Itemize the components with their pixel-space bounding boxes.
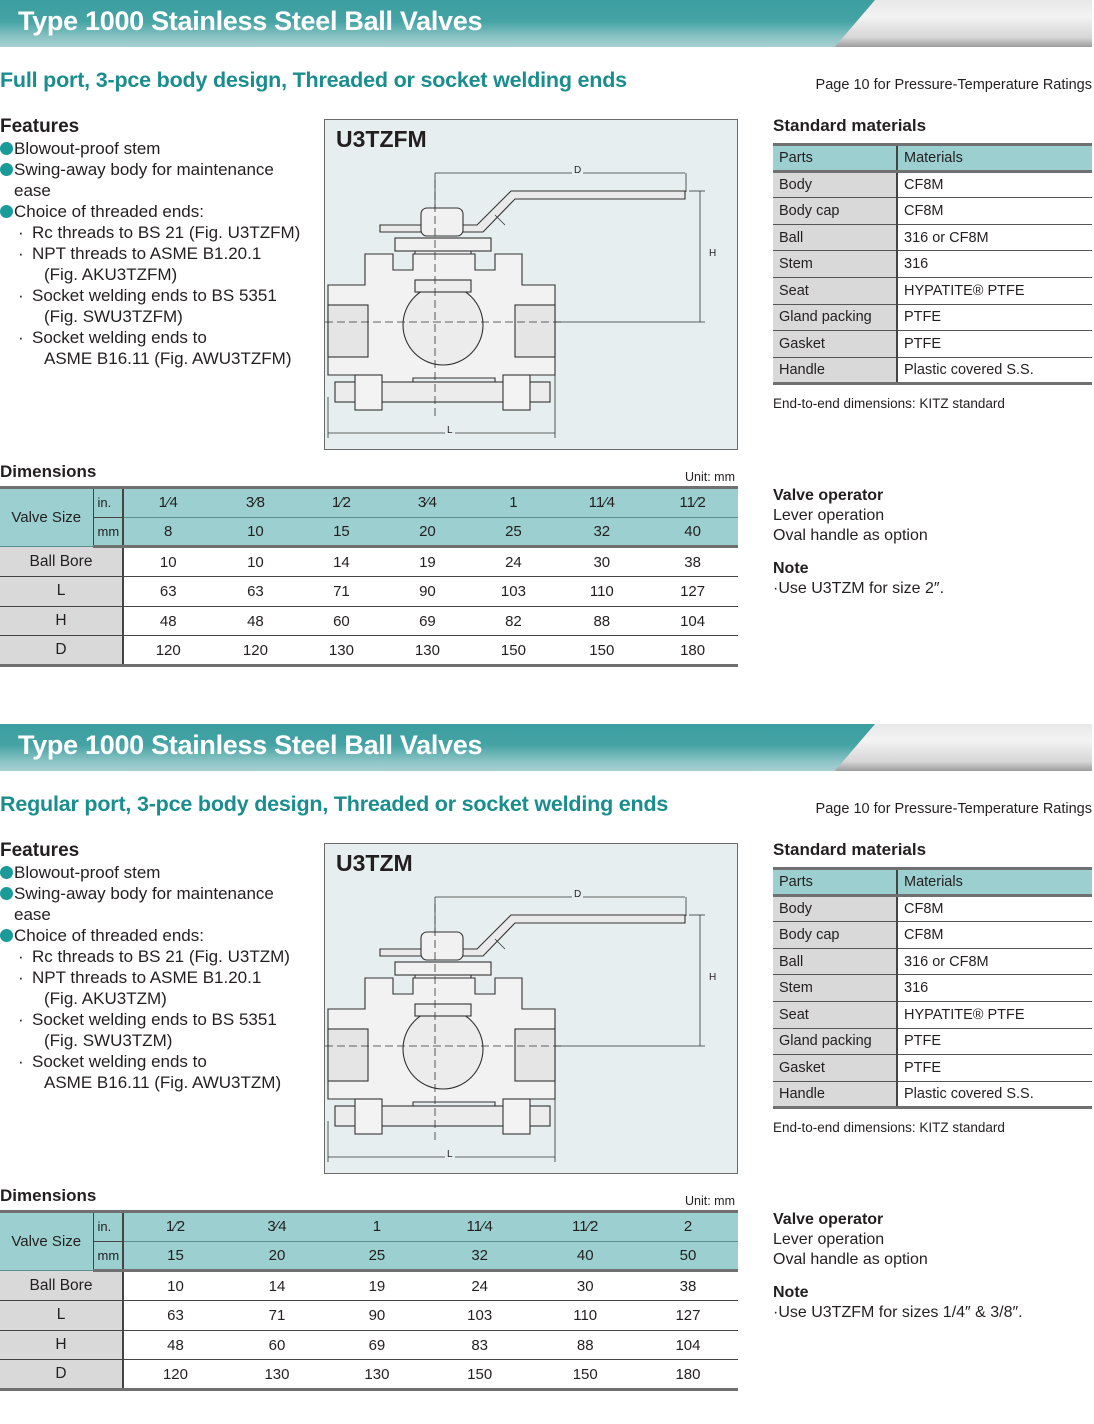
dimension-value: 14	[227, 1271, 327, 1301]
material-value: PTFE	[897, 304, 1092, 331]
material-value: 316 or CF8M	[897, 948, 1092, 975]
inch-unit-label: in.	[93, 1212, 123, 1242]
bullet-small-icon: ·	[18, 1052, 24, 1071]
part-name: Gland packing	[773, 1028, 897, 1055]
dimension-label-l: L	[447, 1149, 453, 1160]
dimension-value: 69	[384, 606, 470, 636]
size-inch: 1	[470, 488, 556, 518]
dimension-value: 130	[298, 636, 384, 666]
section-regular-port	[0, 724, 1094, 1424]
part-name: Handle	[773, 1081, 897, 1108]
material-value: CF8M	[897, 198, 1092, 225]
unit-label: Unit: mm	[685, 470, 735, 484]
page-reference-link[interactable]: Page 10 for Pressure-Temperature Ratings	[815, 77, 1092, 93]
header-parts: Parts	[773, 869, 897, 896]
operator-line: Oval handle as option	[773, 1251, 928, 1268]
size-inch: 11⁄2	[532, 1212, 638, 1242]
part-name: Gasket	[773, 1055, 897, 1082]
mm-unit-label: mm	[93, 1241, 123, 1271]
dimension-row	[0, 606, 738, 636]
part-name: Seat	[773, 277, 897, 304]
dimension-value: 69	[327, 1330, 427, 1360]
standard-materials	[773, 840, 1092, 1135]
valve-operator-block	[773, 486, 1093, 599]
materials-row	[773, 1055, 1092, 1082]
model-number: U3TZM	[336, 850, 413, 876]
dimension-value: 104	[647, 606, 738, 636]
dimensions-title: Dimensions	[0, 1186, 97, 1205]
materials-row	[773, 948, 1092, 975]
dimension-row	[0, 1360, 738, 1390]
material-value: HYPATITE® PTFE	[897, 277, 1092, 304]
section-banner	[0, 0, 1092, 47]
size-mm: 20	[384, 517, 470, 547]
dimension-value: 127	[638, 1301, 738, 1331]
mm-unit-label: mm	[93, 517, 123, 547]
operator-line: Lever operation	[773, 1231, 885, 1248]
size-mm: 25	[470, 517, 556, 547]
dimension-value: 19	[327, 1271, 427, 1301]
size-mm: 20	[227, 1241, 327, 1271]
materials-row	[773, 1081, 1092, 1108]
dimension-value: 88	[532, 1330, 638, 1360]
dimension-value: 71	[298, 577, 384, 607]
note-block	[773, 559, 1093, 599]
materials-row	[773, 975, 1092, 1002]
feature-item: Choice of threaded ends:	[0, 201, 320, 222]
feature-sub-item-continued: (Fig. AKU3TZM)	[44, 989, 167, 1008]
dimension-row	[0, 636, 738, 666]
feature-sub-item: · Socket welding ends to	[18, 328, 207, 347]
bullet-small-icon: ·	[18, 244, 24, 263]
valve-diagram	[324, 119, 738, 450]
feature-item: Blowout-proof stem	[0, 862, 320, 883]
bullet-small-icon: ·	[18, 223, 24, 242]
dimension-value: 83	[427, 1330, 533, 1360]
dimensions-table	[0, 1210, 738, 1391]
model-number: U3TZFM	[336, 126, 427, 152]
feature-sub-item: · Rc threads to BS 21 (Fig. U3TZM)	[18, 947, 290, 966]
size-mm: 8	[123, 517, 212, 547]
note-title: Note	[773, 1284, 809, 1301]
dimension-value: 48	[123, 1330, 227, 1360]
dimension-value: 60	[227, 1330, 327, 1360]
note-text: ·Use U3TZFM for sizes 1/4″ & 3/8″.	[773, 1304, 1023, 1321]
bullet-small-icon: ·	[18, 286, 24, 305]
dimension-label: D	[0, 636, 123, 666]
dimensions-title: Dimensions	[0, 462, 97, 481]
material-value: 316	[897, 251, 1092, 278]
size-mm: 15	[298, 517, 384, 547]
size-mm: 25	[327, 1241, 427, 1271]
page-reference-link[interactable]: Page 10 for Pressure-Temperature Ratings	[815, 801, 1092, 817]
material-value: 316	[897, 975, 1092, 1002]
dimension-value: 110	[556, 577, 647, 607]
part-name: Ball	[773, 948, 897, 975]
dimension-value: 10	[123, 1271, 227, 1301]
operator-line: Oval handle as option	[773, 527, 928, 544]
banner-title: Type 1000 Stainless Steel Ball Valves	[18, 730, 483, 760]
dimension-value: 19	[384, 547, 470, 577]
dimension-label: D	[0, 1360, 123, 1390]
bullet-small-icon: ·	[18, 968, 24, 987]
part-name: Body	[773, 895, 897, 922]
feature-item: Swing-away body for maintenance	[0, 883, 320, 904]
valve-diagram	[324, 843, 738, 1174]
feature-sub-item-continued: (Fig. SWU3TZM)	[44, 1031, 173, 1050]
operator-title: Valve operator	[773, 487, 884, 504]
dimension-label: H	[0, 1330, 123, 1360]
bullet-small-icon: ·	[18, 947, 24, 966]
features-title: Features	[0, 840, 80, 861]
feature-item: Choice of threaded ends:	[0, 925, 320, 946]
materials-row	[773, 357, 1092, 384]
feature-sub-item-continued: (Fig. AKU3TZFM)	[44, 265, 178, 284]
materials-table	[773, 867, 1092, 1109]
header-parts: Parts	[773, 145, 897, 172]
bullet-dot-icon	[0, 866, 13, 879]
dimension-label-l: L	[447, 425, 453, 436]
materials-title: Standard materials	[773, 840, 927, 859]
part-name: Stem	[773, 975, 897, 1002]
section-subtitle: Full port, 3-pce body design, Threaded or socket welding ends	[0, 68, 627, 92]
bullet-dot-icon	[0, 887, 13, 900]
features-list	[0, 116, 320, 369]
part-name: Body	[773, 171, 897, 198]
dimension-value: 38	[647, 547, 738, 577]
materials-footnote: End-to-end dimensions: KITZ standard	[773, 1120, 1005, 1136]
size-inch: 1⁄2	[123, 1212, 227, 1242]
section-full-port	[0, 0, 1094, 700]
dimension-value: 30	[556, 547, 647, 577]
dimension-value: 150	[470, 636, 556, 666]
valve-size-label: Valve Size	[0, 488, 93, 547]
operator-title: Valve operator	[773, 1211, 884, 1228]
dimension-value: 82	[470, 606, 556, 636]
dimension-value: 10	[123, 547, 212, 577]
material-value: PTFE	[897, 1055, 1092, 1082]
dimension-value: 150	[556, 636, 647, 666]
size-inch: 1⁄2	[298, 488, 384, 518]
feature-item-continued: ease	[14, 905, 51, 924]
dimension-value: 180	[638, 1360, 738, 1390]
dimension-value: 103	[427, 1301, 533, 1331]
dimension-value: 103	[470, 577, 556, 607]
dimension-value: 120	[212, 636, 298, 666]
section-banner	[0, 724, 1092, 771]
dimension-value: 10	[212, 547, 298, 577]
dimension-value: 110	[532, 1301, 638, 1331]
note-title: Note	[773, 560, 809, 577]
bullet-dot-icon	[0, 163, 13, 176]
banner-title: Type 1000 Stainless Steel Ball Valves	[18, 6, 483, 36]
material-value: 316 or CF8M	[897, 224, 1092, 251]
dimension-value: 130	[384, 636, 470, 666]
dimension-value: 63	[212, 577, 298, 607]
dimensions-table	[0, 486, 738, 667]
materials-row	[773, 277, 1092, 304]
dimension-value: 180	[647, 636, 738, 666]
part-name: Handle	[773, 357, 897, 384]
material-value: HYPATITE® PTFE	[897, 1001, 1092, 1028]
size-mm: 32	[556, 517, 647, 547]
material-value: Plastic covered S.S.	[897, 1081, 1092, 1108]
dimension-value: 30	[532, 1271, 638, 1301]
feature-item: Blowout-proof stem	[0, 138, 320, 159]
materials-row	[773, 1001, 1092, 1028]
feature-sub-item: · Socket welding ends to BS 5351	[18, 286, 277, 305]
materials-row	[773, 331, 1092, 358]
feature-sub-item-continued: ASME B16.11 (Fig. AWU3TZM)	[44, 1073, 282, 1092]
materials-row	[773, 1028, 1092, 1055]
valve-size-label: Valve Size	[0, 1212, 93, 1271]
part-name: Gland packing	[773, 304, 897, 331]
dimension-label: H	[0, 606, 123, 636]
bullet-dot-icon	[0, 929, 13, 942]
dimension-row	[0, 547, 738, 577]
dimension-row	[0, 1330, 738, 1360]
bullet-dot-icon	[0, 205, 13, 218]
feature-item: Swing-away body for maintenance	[0, 159, 320, 180]
size-mm-row	[0, 517, 738, 547]
dimension-value: 71	[227, 1301, 327, 1331]
dimension-value: 130	[227, 1360, 327, 1390]
part-name: Stem	[773, 251, 897, 278]
size-inch-row	[0, 488, 738, 518]
materials-table	[773, 143, 1092, 385]
feature-sub-item: · Socket welding ends to	[18, 1052, 207, 1071]
part-name: Body cap	[773, 198, 897, 225]
materials-row	[773, 171, 1092, 198]
features-list	[0, 840, 320, 1093]
bullet-small-icon: ·	[18, 1010, 24, 1029]
dimension-label: Ball Bore	[0, 547, 123, 577]
dimension-value: 38	[638, 1271, 738, 1301]
dimension-value: 63	[123, 577, 212, 607]
features-title: Features	[0, 116, 80, 137]
materials-row	[773, 922, 1092, 949]
materials-header-row	[773, 145, 1092, 172]
dimension-value: 88	[556, 606, 647, 636]
feature-sub-item: · NPT threads to ASME B1.20.1	[18, 968, 262, 987]
valve-drawing	[325, 844, 739, 1175]
dimension-value: 14	[298, 547, 384, 577]
dimension-value: 24	[470, 547, 556, 577]
dimension-value: 120	[123, 1360, 227, 1390]
size-inch: 3⁄4	[227, 1212, 327, 1242]
materials-row	[773, 224, 1092, 251]
size-mm: 10	[212, 517, 298, 547]
material-value: CF8M	[897, 922, 1092, 949]
materials-row	[773, 304, 1092, 331]
dimension-value: 150	[532, 1360, 638, 1390]
material-value: PTFE	[897, 331, 1092, 358]
part-name: Gasket	[773, 331, 897, 358]
size-inch: 3⁄8	[212, 488, 298, 518]
section-subtitle: Regular port, 3-pce body design, Threaded or socket welding ends	[0, 792, 669, 816]
size-inch: 11⁄4	[427, 1212, 533, 1242]
dimension-label-d: D	[574, 889, 582, 900]
feature-sub-item: · Socket welding ends to BS 5351	[18, 1010, 277, 1029]
valve-drawing	[325, 120, 739, 451]
dimension-value: 120	[123, 636, 212, 666]
bullet-dot-icon	[0, 142, 13, 155]
material-value: PTFE	[897, 1028, 1092, 1055]
size-inch: 1	[327, 1212, 427, 1242]
dimension-value: 48	[212, 606, 298, 636]
size-mm: 40	[532, 1241, 638, 1271]
materials-footnote: End-to-end dimensions: KITZ standard	[773, 396, 1005, 412]
standard-materials	[773, 116, 1092, 411]
feature-sub-item-continued: ASME B16.11 (Fig. AWU3TZFM)	[44, 349, 292, 368]
dimension-label: L	[0, 577, 123, 607]
header-materials: Materials	[897, 869, 1092, 896]
dimension-value: 90	[327, 1301, 427, 1331]
size-inch: 11⁄4	[556, 488, 647, 518]
feature-sub-item: · NPT threads to ASME B1.20.1	[18, 244, 262, 263]
note-text: ·Use U3TZM for size 2″.	[773, 580, 945, 597]
size-inch: 3⁄4	[384, 488, 470, 518]
dimension-row	[0, 577, 738, 607]
dimension-value: 150	[427, 1360, 533, 1390]
dimension-value: 48	[123, 606, 212, 636]
material-value: Plastic covered S.S.	[897, 357, 1092, 384]
materials-row	[773, 198, 1092, 225]
dimension-value: 60	[298, 606, 384, 636]
dimension-value: 127	[647, 577, 738, 607]
dimension-label-d: D	[574, 165, 582, 176]
size-mm-row	[0, 1241, 738, 1271]
materials-title: Standard materials	[773, 116, 927, 135]
note-block	[773, 1283, 1093, 1323]
bullet-small-icon: ·	[18, 328, 24, 347]
dimension-label-h: H	[709, 972, 717, 983]
dimension-value: 63	[123, 1301, 227, 1331]
feature-sub-item-continued: (Fig. SWU3TZFM)	[44, 307, 183, 326]
dimension-row	[0, 1271, 738, 1301]
material-value: CF8M	[897, 895, 1092, 922]
size-mm: 32	[427, 1241, 533, 1271]
dimension-value: 24	[427, 1271, 533, 1301]
materials-row	[773, 251, 1092, 278]
material-value: CF8M	[897, 171, 1092, 198]
header-materials: Materials	[897, 145, 1092, 172]
size-mm: 40	[647, 517, 738, 547]
dimension-label: Ball Bore	[0, 1271, 123, 1301]
materials-row	[773, 895, 1092, 922]
size-mm: 15	[123, 1241, 227, 1271]
feature-item-continued: ease	[14, 181, 51, 200]
inch-unit-label: in.	[93, 488, 123, 518]
operator-line: Lever operation	[773, 507, 885, 524]
size-mm: 50	[638, 1241, 738, 1271]
dimension-row	[0, 1301, 738, 1331]
size-inch: 2	[638, 1212, 738, 1242]
part-name: Ball	[773, 224, 897, 251]
dimension-label-h: H	[709, 248, 717, 259]
dimension-label: L	[0, 1301, 123, 1331]
dimension-value: 130	[327, 1360, 427, 1390]
part-name: Seat	[773, 1001, 897, 1028]
size-inch-row	[0, 1212, 738, 1242]
dimension-value: 104	[638, 1330, 738, 1360]
unit-label: Unit: mm	[685, 1194, 735, 1208]
part-name: Body cap	[773, 922, 897, 949]
size-inch: 11⁄2	[647, 488, 738, 518]
materials-header-row	[773, 869, 1092, 896]
feature-sub-item: · Rc threads to BS 21 (Fig. U3TZFM)	[18, 223, 301, 242]
dimension-value: 90	[384, 577, 470, 607]
valve-operator-block	[773, 1210, 1093, 1323]
size-inch: 1⁄4	[123, 488, 212, 518]
